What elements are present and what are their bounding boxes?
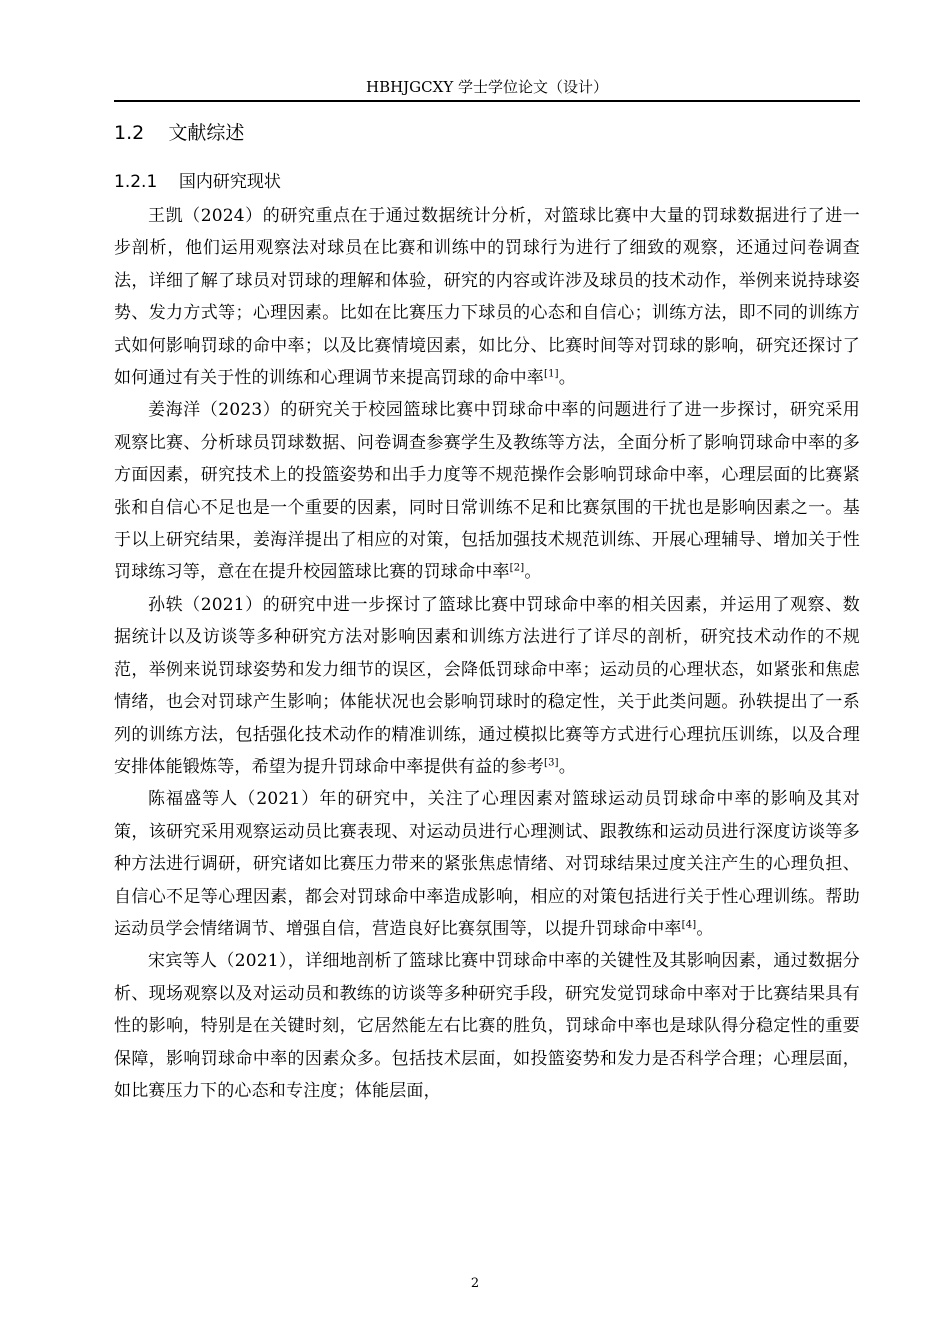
section-title: 文献综述 [168,122,245,144]
page-header: HBHJGCXY 学士学位论文（设计） [365,78,608,96]
paragraph-text: 姜海洋（2023）的研究关于校园篮球比赛中罚球命中率的问题进行了进一步探讨，研究采用观察比赛、分析球员罚球数据、问卷调查参赛学生及教练等方法，全面分析了影响罚球命中率的多方面因素，研究技术上的投篮姿势和出手力度等不规范操作会影响罚球命中率，心理层面的比赛紧张和自信心不足也是一个重要的因素，同时日常训练不足和比赛氛围的干扰也是影响因素之一。基于以上研究结果，姜海洋提出了相应的对策，包括加强技术规范训练、开展心理辅导、增加关于性罚球练习等，意在在提升校园篮球比赛的罚球命中率 [114,400,860,583]
paragraph-text: 陈福盛等人（2021）年的研究中，关注了心理因素对篮球运动员罚球命中率的影响及其对策，该研究采用观察运动员比赛表现、对运动员进行心理测试、跟教练和运动员进行深度访谈等多种方法进行调研，研究诸如比赛压力带来的紧张焦虑情绪、对罚球结果过度关注产生的心理负担、自信心不足等心理因素，都会对罚球命中率造成影响，相应的对策包括进行关于性心理训练。帮助运动员学会情绪调节、增强自信，营造良好比赛氛围等，以提升罚球命中率 [114,789,860,939]
paragraph-chen-fusheng [114,783,860,945]
paragraph-song-bin [114,945,860,1107]
paragraph-wang-kai [114,200,860,394]
subsection-title: 国内研究现状 [178,172,281,192]
subsection-number: 1.2.1 [114,172,158,192]
page-number: 2 [470,1276,480,1291]
page-body [114,110,860,1107]
citation-ref: [1] [544,368,559,380]
paragraph-end: 。 [524,562,542,583]
paragraph-sun-yi [114,589,860,783]
paragraph-end: 。 [696,918,714,939]
subsection-heading [114,170,860,200]
citation-ref: [3] [544,757,559,769]
citation-ref: [4] [681,919,697,931]
header-divider [114,100,860,102]
paragraph-jiang-haiyang [114,394,860,588]
citation-ref: [2] [509,562,525,574]
paragraph-text: 孙轶（2021）的研究中进一步探讨了篮球比赛中罚球命中率的相关因素，并运用了观察、数据统计以及访谈等多种研究方法对影响因素和训练方法进行了详尽的剖析，研究技术动作的不规范，举例来说罚球姿势和发力细节的误区，会降低罚球命中率；运动员的心理状态，如紧张和焦虑情绪，也会对罚球产生影响；体能状况也会影响罚球时的稳定性，关于此类问题。孙轶提出了一系列的训练方法，包括强化技术动作的精准训练，通过模拟比赛等方式进行心理抗压训练，以及合理安排体能锻炼等，希望为提升罚球命中率提供有益的参考 [114,594,860,777]
paragraph-text: 王凯（2024）的研究重点在于通过数据统计分析，对篮球比赛中大量的罚球数据进行了进一步剖析，他们运用观察法对球员在比赛和训练中的罚球行为进行了细致的观察，还通过问卷调查法，详细了解了球员对罚球的理解和体验，研究的内容或许涉及球员的技术动作，举例来说持球姿势、发力方式等；心理因素。比如在比赛压力下球员的心态和自信心；训练方法，即不同的训练方式如何影响罚球的命中率；以及比赛情境因素，如比分、比赛时间等对罚球的影响，研究还探讨了如何通过有关于性的训练和心理调节来提高罚球的命中率 [114,206,860,389]
section-heading [114,120,860,150]
section-number: 1.2 [114,122,145,144]
paragraph-end: 。 [558,368,576,389]
paragraph-text: 宋宾等人（2021），详细地剖析了篮球比赛中罚球命中率的关键性及其影响因素，通过数据分析、现场观察以及对运动员和教练的访谈等多种研究手段，研究发觉罚球命中率对于比赛结果具有性的影响，特别是在关键时刻，它居然能左右比赛的胜负，罚球命中率也是球队得分稳定性的重要保障，影响罚球命中率的因素众多。包括技术层面，如投篮姿势和发力是否科学合理；心理层面，如比赛压力下的心态和专注度；体能层面， [114,951,860,1101]
paragraph-end: 。 [558,756,576,777]
